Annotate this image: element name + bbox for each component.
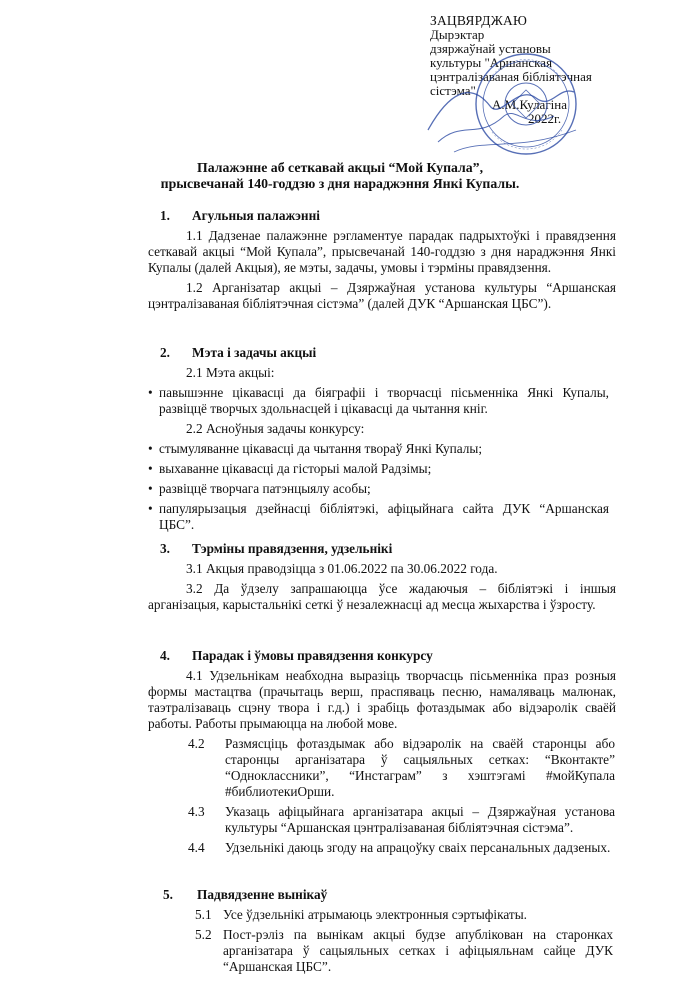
section-4	[0, 648, 680, 856]
approval-line: цэнтралізаваная бібліятэчная	[430, 69, 592, 84]
section-heading-text: Агульныя палажэнні	[192, 208, 320, 223]
bullet-icon: •	[148, 461, 153, 476]
section-number: 4.	[160, 648, 170, 663]
section-heading	[0, 887, 680, 903]
approval-signatory: А.М.Кулагіна	[492, 97, 567, 112]
section-heading-text: Мэта і задачы акцыі	[192, 345, 317, 360]
approval-line: культуры "Аршанская	[430, 55, 553, 70]
section-1	[0, 208, 680, 312]
paragraph: 3.2 Да ўдзелу запрашаюцца ўсе жадаючыя – бібліятэкі і іншыя арганізацыя, карыстальнікі сеткі ў незалежнасці ад месца жыхарства і ўзросту.	[148, 581, 616, 612]
list-item: • развіццё творчага патэнцыялу асобы;	[148, 481, 371, 496]
approval-block	[430, 14, 670, 126]
approval-line: сістэма"	[430, 83, 476, 98]
paragraph: 1.2 Арганізатар акцыі – Дзяржаўная установа культуры “Аршанская цэнтралізаваная бібліятэчная сістэма” (далей ДУК “Аршанская ЦБС”).	[148, 280, 616, 311]
paragraph: 3.1 Акцыя праводзіцца з 01.06.2022 па 30.06.2022 года.	[186, 561, 498, 576]
approval-date: 2022г.	[528, 111, 562, 126]
section-number: 1.	[160, 208, 170, 223]
section-5	[0, 887, 680, 975]
section-number: 5.	[163, 887, 173, 902]
list-item: • выхаванне цікавасці да гісторыі малой Радзімы;	[148, 461, 432, 476]
section-2	[0, 345, 680, 533]
approval-header: ЗАЦВЯРДЖАЮ	[430, 13, 528, 28]
bullet-icon: •	[148, 501, 153, 516]
paragraph: 1.1 Дадзенае палажэнне рэгламентуе парадак падрыхтоўкі і правядзення сеткавай акцыі “Мой Купала”, прысвечанай 140-годдзю з дня нараджэння Янкі Купалы (далей Акцыя), яе мэты, задачы, умовы і тэрміны правядзення.	[148, 228, 616, 275]
section-number: 3.	[160, 541, 170, 556]
section-heading-text: Тэрміны правядзення, удзельнікі	[192, 541, 393, 556]
list-item: • стымуляванне цікавасці да чытання твораў Янкі Купалы;	[148, 441, 483, 456]
approval-line: Дырэктар	[430, 27, 485, 42]
section-heading-text: Парадак і ўмовы правядзення конкурсу	[192, 648, 433, 663]
list-item: • папулярызацыя дзейнасці бібліятэкі, афіцыйнага сайта ДУК “Аршанская ЦБС”.	[148, 501, 609, 532]
item-number: 4.4	[188, 840, 205, 855]
item-number: 5.1	[195, 907, 212, 922]
section-3	[0, 541, 680, 613]
list-item: • павышэнне цікавасці да біяграфіі і творчасці пісьменніка Янкі Купалы, развіццё творчых здольнасцей і цікавасці да чытання кніг.	[148, 385, 609, 416]
bullet-icon: •	[148, 441, 153, 456]
numbered-item: 5.1 Усе ўдзельнікі атрымаюць электронныя сэртыфікаты.	[195, 907, 527, 922]
item-number: 4.3	[188, 804, 205, 819]
title-line: прысвечанай 140-годдзю з дня нараджэння Янкі Купалы.	[160, 176, 520, 191]
section-heading	[0, 648, 680, 664]
numbered-item: 5.2 Пост-рэліз па вынікам акцыі будзе апублікован на старонках арганізатара ў сацыяльных сетках і афіцыяльнам сайце ДУК “Аршанская ЦБС”.	[195, 927, 613, 974]
paragraph: 4.1 Удзельнікам неабходна выразіць творчасць пісьменніка праз розныя формы мастацтва (прачытаць верш, праспяваць песню, намаляваць малюнак, таэтралізаваць сцэну твора і г.д.) і зрабіць фотаздымак або відэаролік сваёй работы. Работы прымаюцца на любой мове.	[148, 668, 616, 731]
section-heading	[0, 208, 680, 224]
title-line: Палажэнне аб сеткавай акцыі “Мой Купала”,	[196, 160, 484, 175]
subsection-label: 2.1 Мэта акцыі:	[186, 365, 275, 380]
item-number: 5.2	[195, 927, 212, 942]
bullet-icon: •	[148, 385, 153, 400]
item-number: 4.2	[188, 736, 205, 751]
numbered-item: 4.4 Удзельнікі даюць згоду на апрацоўку сваіх персанальных дадзеных.	[188, 840, 611, 855]
bullet-icon: •	[148, 481, 153, 496]
approval-line: дзяржаўнай установы	[430, 41, 551, 56]
section-heading	[0, 541, 680, 557]
numbered-item: 4.2 Размясціць фотаздымак або відэаролік на сваёй старонцы або старонцы арганізатара ў сацыяльных сетках: “Вконтакте” “Одноклассники”, “Инстаграм” з хэштэгамі #мойКупала #библиотекиОрши.	[188, 736, 615, 799]
document-title	[0, 160, 680, 192]
section-number: 2.	[160, 345, 170, 360]
numbered-item: 4.3 Указаць афіцыйнага арганізатара акцыі – Дзяржаўная установа культуры “Аршанская цэнтралізаваная бібліятэчная сістэма”.	[188, 804, 615, 835]
section-heading	[0, 345, 680, 361]
section-heading-text: Падвядзенне вынікаў	[197, 887, 328, 902]
subsection-label: 2.2 Асноўныя задачы конкурсу:	[186, 421, 365, 436]
